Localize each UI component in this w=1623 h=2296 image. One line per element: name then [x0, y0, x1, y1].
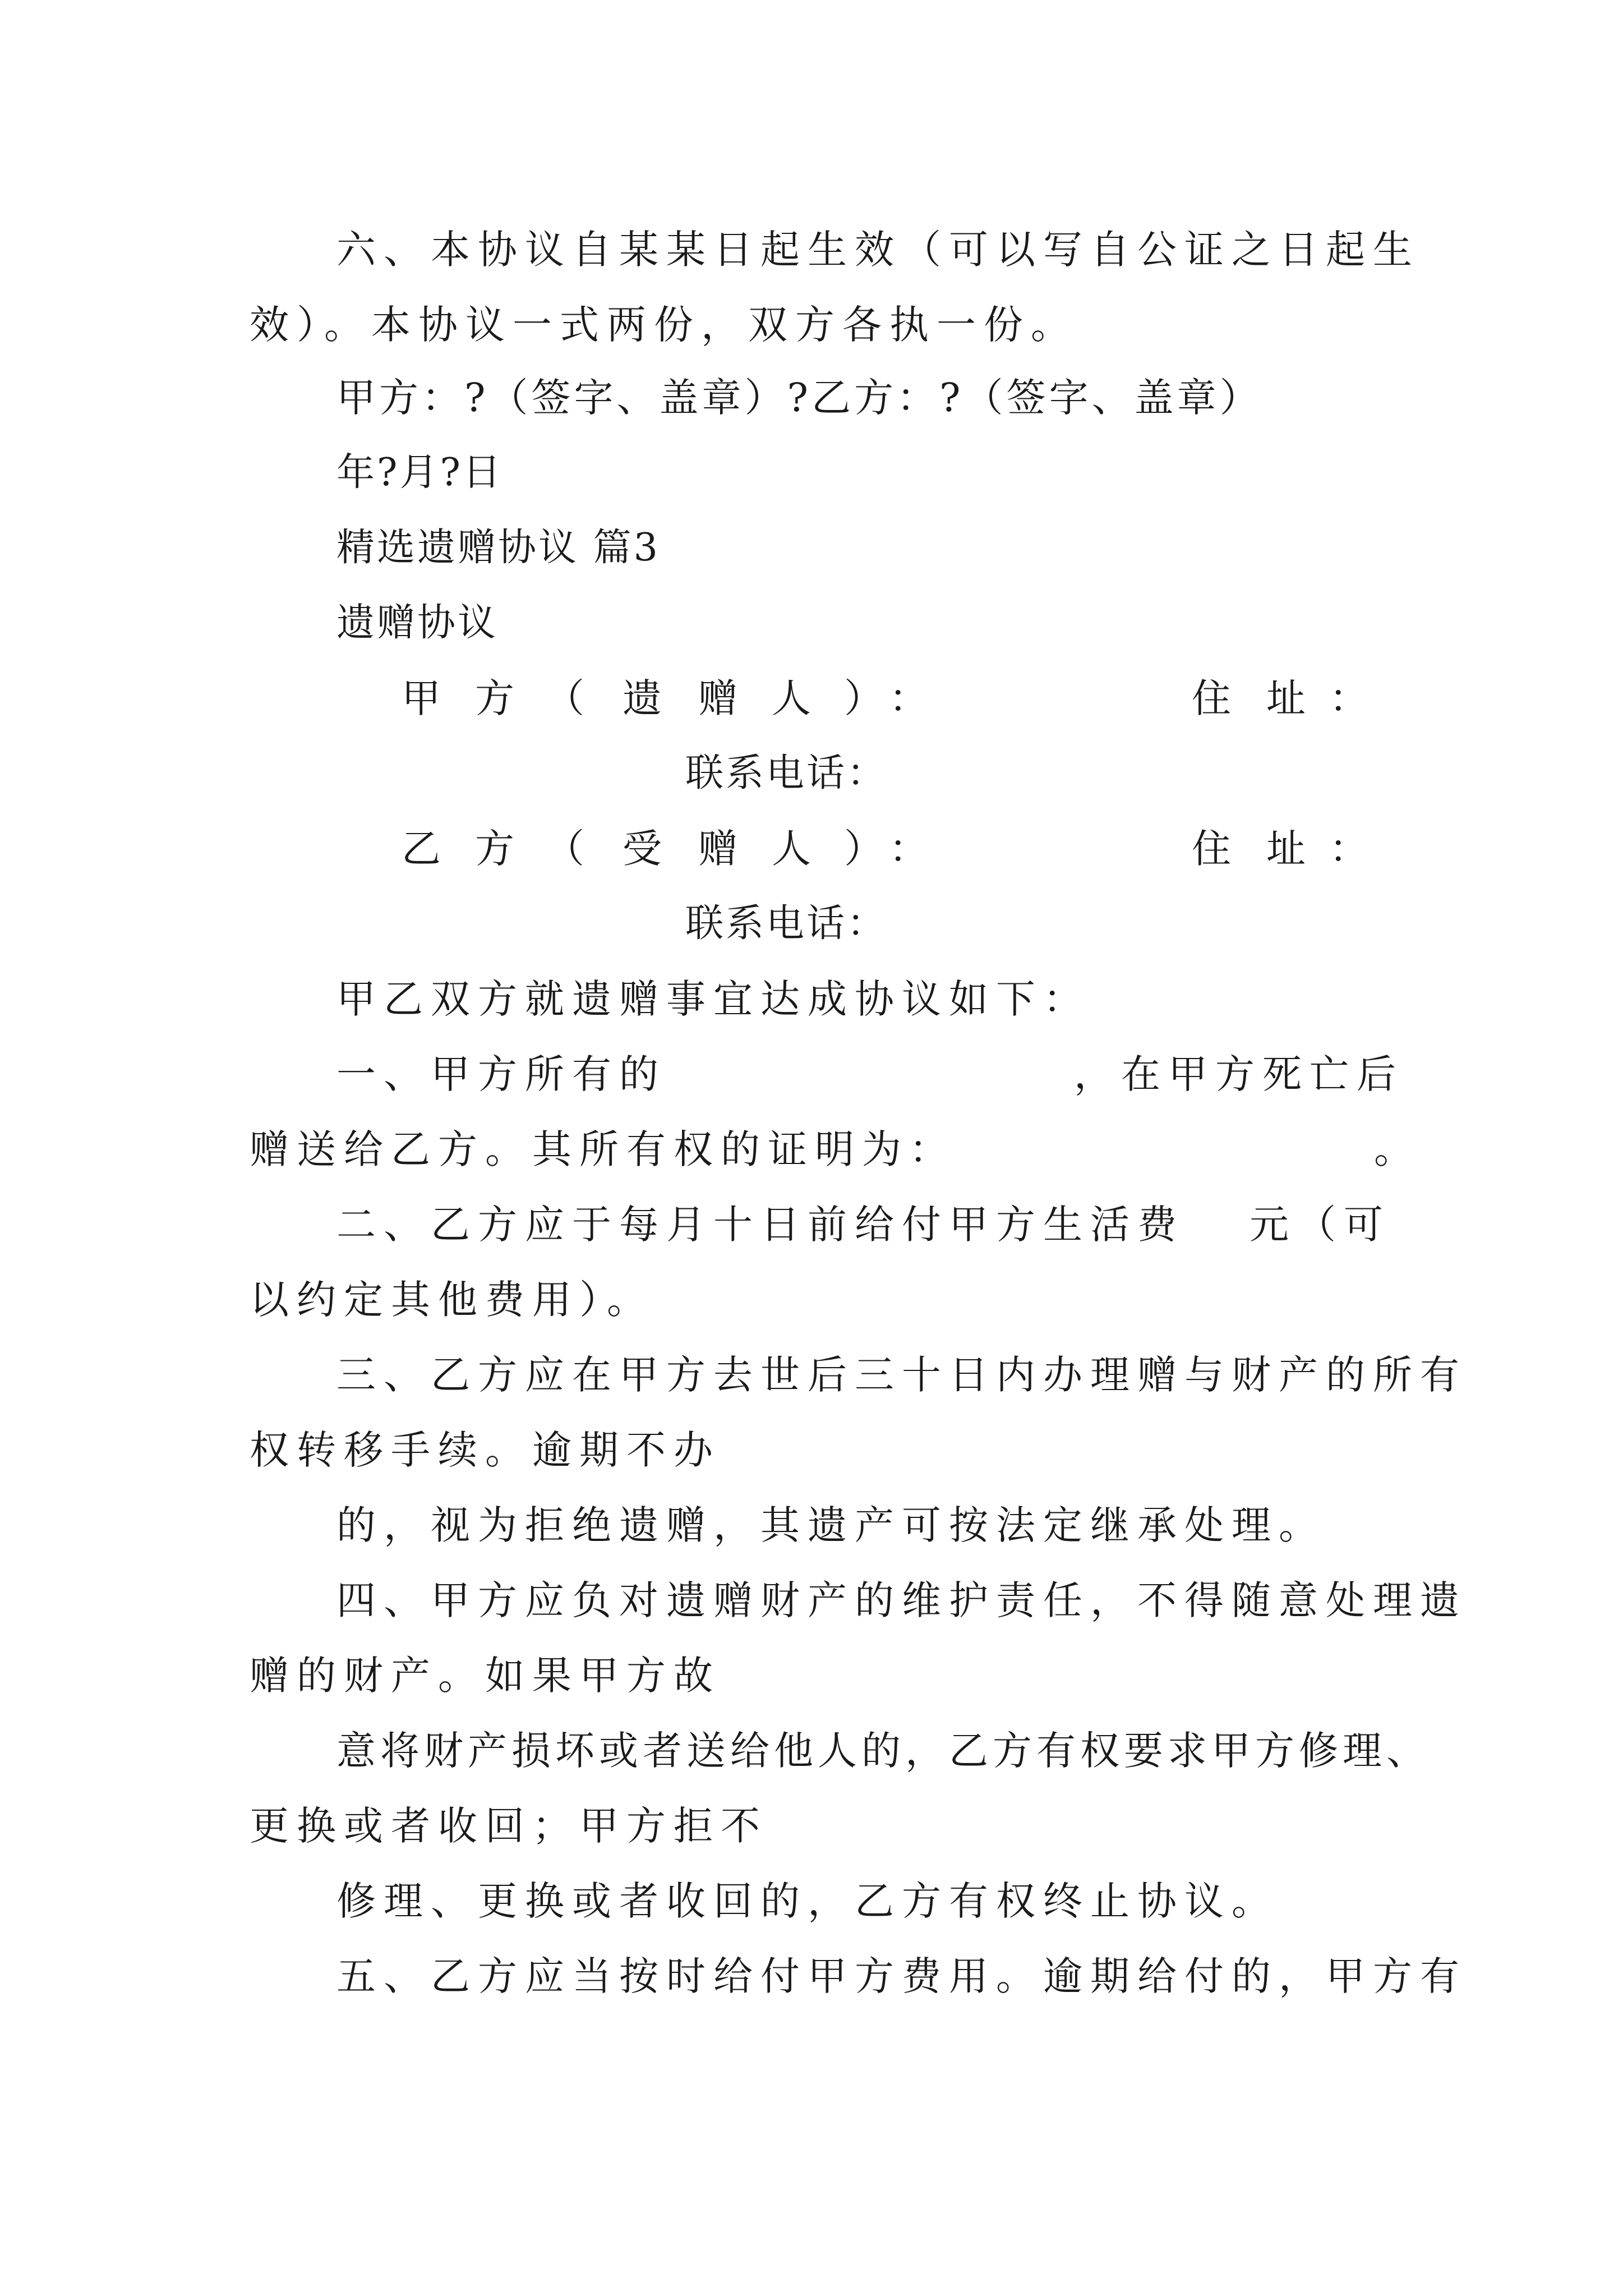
party-a-char: 方 [475, 675, 514, 721]
party-a-char: ： [889, 675, 928, 721]
signature-line: 甲方：?（签字、盖章）?乙方：?（签字、盖章） [336, 375, 1262, 421]
clause-4-line-1: 四、甲方应负对遗赠财产的维护责任，不得随意处理遗 [336, 1577, 1467, 1623]
clause-4-line-5: 修理、更换或者收回的，乙方有权终止协议。 [336, 1878, 1279, 1924]
clause-1-line-1a: 一、甲方所有的 [336, 1051, 666, 1097]
date-line: 年?月?日 [336, 450, 503, 495]
party-b-char: 方 [475, 826, 514, 872]
party-a-char: ： [1329, 675, 1368, 721]
party-b-char: ： [889, 826, 928, 872]
clause-2-line-1b: 元（可 [1249, 1202, 1391, 1248]
party-b-char: 乙 [402, 826, 441, 872]
clause-1-line-2b: 。 [1374, 1126, 1421, 1172]
party-a-row [0, 673, 1623, 724]
clause-5-line-1: 五、乙方应当按时给付甲方费用。逾期给付的，甲方有 [336, 1953, 1467, 1999]
party-b-char: 赠 [698, 826, 737, 872]
party-a-char: （ [545, 675, 584, 721]
clause-3-line-1: 三、乙方应在甲方去世后三十日内办理赠与财产的所有 [336, 1352, 1467, 1398]
party-a-char: 甲 [402, 675, 441, 721]
party-b-char: 人 [772, 826, 811, 872]
clause-2-line-2: 以约定其他费用）。 [250, 1277, 654, 1323]
party-a-char: 赠 [698, 675, 737, 721]
party-b-char: ） [844, 826, 883, 872]
party-a-phone: 联系电话： [685, 751, 888, 795]
clause-2-line-1a: 二、乙方应于每月十日前给付甲方生活费 [336, 1202, 1184, 1248]
party-a-char: ） [844, 675, 883, 721]
party-b-row [0, 823, 1623, 874]
agreement-intro: 甲乙双方就遗赠事宜达成协议如下： [336, 976, 1090, 1022]
clause-1-line-2a: 赠送给乙方。其所有权的证明为： [250, 1126, 956, 1172]
party-b-char: ： [1329, 826, 1368, 872]
party-b-char: 受 [623, 826, 662, 872]
party-b-char: 住 [1192, 826, 1231, 872]
party-b-phone: 联系电话： [685, 901, 888, 946]
clause-1-line-1b: ，在甲方死亡后 [1074, 1051, 1404, 1097]
clause-3-line-2: 权转移手续。逾期不办 [250, 1427, 721, 1473]
clause-3-line-3: 的，视为拒绝遗赠，其遗产可按法定继承处理。 [336, 1502, 1326, 1548]
section-heading: 精选遗赠协议 篇3 [336, 526, 660, 570]
clause-4-line-4: 更换或者收回；甲方拒不 [250, 1803, 768, 1849]
party-a-char: 遗 [623, 675, 662, 721]
clause-6-line-1: 六、本协议自某某日起生效（可以写自公证之日起生 [336, 227, 1420, 273]
clause-4-line-3: 意将财产损坏或者送给他人的，乙方有权要求甲方修理、 [336, 1728, 1430, 1774]
party-b-char: （ [545, 826, 584, 872]
party-a-char: 住 [1192, 675, 1231, 721]
clause-4-line-2: 赠的财产。如果甲方故 [250, 1653, 721, 1699]
clause-6-line-2: 效）。本协议一式两份，双方各执一份。 [250, 302, 1078, 348]
party-b-char: 址 [1266, 826, 1306, 872]
agreement-title: 遗赠协议 [336, 601, 499, 645]
party-a-char: 址 [1266, 675, 1306, 721]
party-a-char: 人 [772, 675, 811, 721]
